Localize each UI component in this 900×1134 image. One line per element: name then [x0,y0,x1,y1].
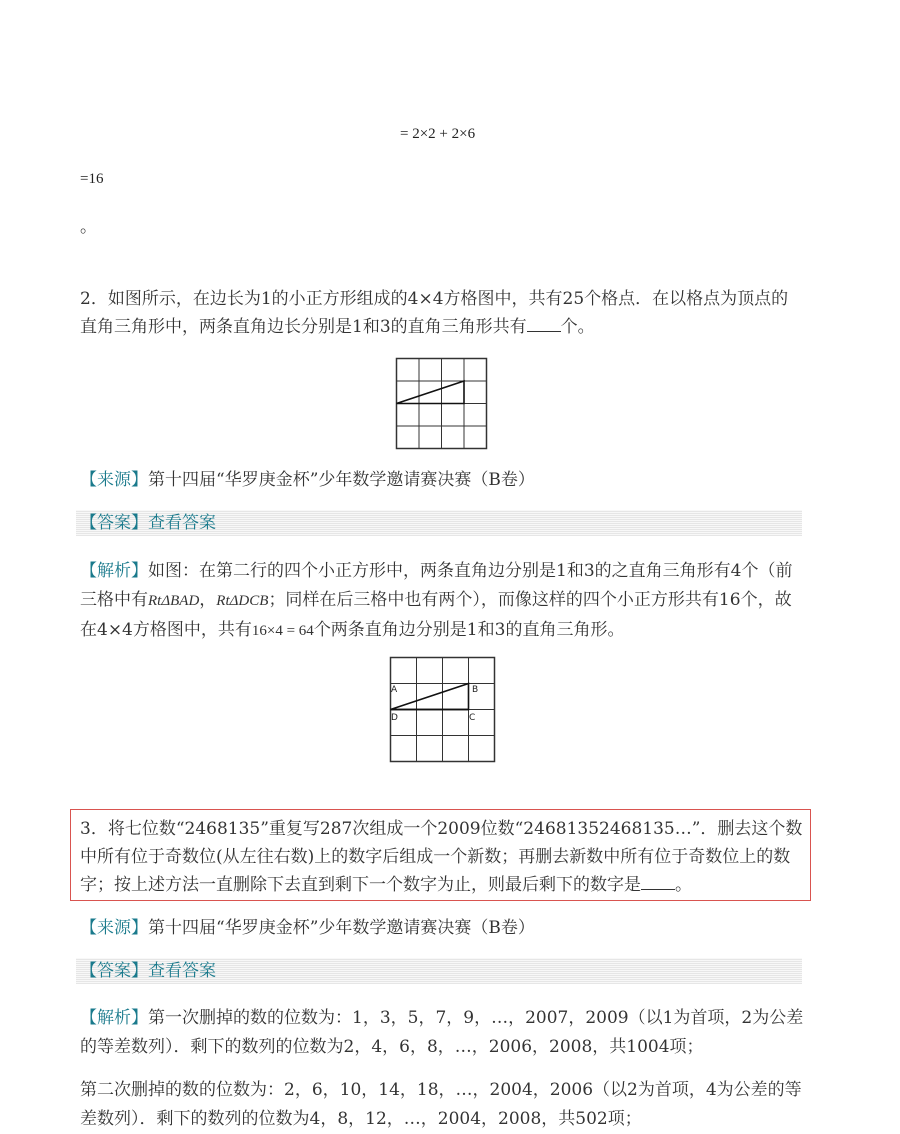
analysis-paragraph [80,557,805,646]
label-b: B [472,685,479,695]
label-d: D [391,713,398,723]
answer-tag: 【答案】 [80,513,148,533]
analysis-tag: 【解析】 [80,561,148,581]
source-text-3: 第十四届“华罗庚金杯”少年数学邀请赛决赛（B卷） [148,918,535,938]
question-3-text [80,815,804,899]
analysis-3-paragraph-1 [80,1004,805,1062]
answer-blank-3 [641,875,675,890]
math-rt-dcb: RtΔDCB [216,593,269,609]
answer-row [76,510,802,536]
formula-line-1: = 2×2 + 2×6 [400,126,476,142]
math-rt-bad: RtΔBAD [148,593,200,609]
question-2-text [80,285,805,341]
question-3-end: 。 [675,875,692,895]
analysis-text-a: 如图：在第二行的四个小正方形中，两条直角边分别是1和3的之直角三角形有4个（前三格中有 [80,561,793,610]
source-line [80,466,805,494]
label-a: A [391,685,398,695]
answer-blank [527,317,561,332]
source-tag-3: 【来源】 [80,918,148,938]
question-3-body: 3．将七位数“2468135”重复写287次组成一个2009位数“24681352468135…”．删去这个数中所有位于奇数位(从左往右数)上的数字后组成一个新数；再删去新数中所有位于奇数位上的数字；按上述方法一直删除下去直到剩下一个数字为止，则最后剩下的数字是 [80,819,803,895]
source-tag: 【来源】 [80,470,148,490]
answer-row-3 [76,958,802,984]
analysis-3-paragraph-2 [80,1076,805,1134]
analysis-tag-3: 【解析】 [80,1008,148,1028]
triangle-shape [397,381,465,404]
period-mark: 。 [80,217,97,237]
question-2-end: 个。 [560,317,595,337]
analysis-3-text-1: 第一次删掉的数的位数为：1，3，5，7，9，…，2007，2009（以1为首项，2为公差的等差数列）．剩下的数列的位数为2，4，6，8，…，2006，2008，共1004项； [80,1008,804,1057]
formula-line-2: =16 [80,171,104,187]
view-answer-link[interactable]: 查看答案 [148,513,216,533]
label-c: C [469,713,476,723]
source-line-3 [80,914,805,942]
answer-tag-3: 【答案】 [80,961,148,981]
grid-figure-2 [388,656,498,764]
triangle-abcd [391,684,469,710]
analysis-3-text-2: 第二次删掉的数的位数为：2，6，10，14，18，…，2004，2006（以2为首项，4为公差的等差数列）．剩下的数列的位数为4，8，12，…，2004，2008，共502项； [80,1080,802,1129]
view-answer-link-3[interactable]: 查看答案 [148,961,216,981]
source-text: 第十四届“华罗庚金杯”少年数学邀请赛决赛（B卷） [148,470,535,490]
grid-figure-1 [395,357,489,451]
math-calc: 16×4 = 64 [251,623,314,639]
question-2-body: 2．如图所示，在边长为1的小正方形组成的4×4方格图中，共有25个格点．在以格点为顶点的直角三角形中，两条直角边长分别是1和3的直角三角形共有 [80,289,789,337]
analysis-sep: ， [199,590,217,610]
analysis-text-b: ；同样在后三格中也有两个），而像这样的四个小正方形共有16个，故在4×4方格图中，共有 [80,590,792,640]
analysis-text-c: 个两条直角边分别是1和3的直角三角形。 [313,620,625,640]
